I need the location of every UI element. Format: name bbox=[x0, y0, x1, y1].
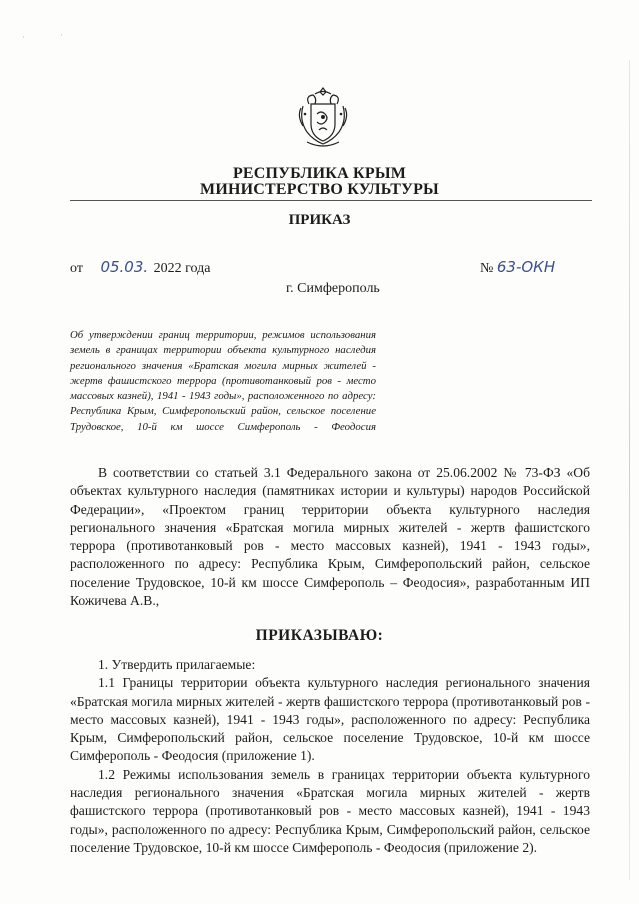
order-number bbox=[480, 258, 555, 277]
document-title: ПРИКАЗ bbox=[288, 212, 351, 228]
republic-heading: РЕСПУБЛИКА КРЫМ bbox=[232, 165, 407, 182]
number-prefix: № bbox=[480, 261, 494, 276]
order-subject: Об утверждении границ территории, режимов использования земель в границах территории объекта культурного наследия регионального значения «Братская могила мирных жителей - жертв фашистского террора (противотанковый ров - место массовых казней), 1941 - 1943 годы», расположенного по адресу: Республика Крым, Симферопольский район, сельское поселение Трудовское, 10-й км шоссе Симферополь - Феодосия bbox=[70, 329, 376, 433]
scan-artifact: · bbox=[60, 30, 63, 40]
item-1-2: 1.2 Режимы использования земель в границах территории объекта культурного наследия регионального значения «Братская могила мирных жителей - жертв фашистского террора (противотанковый ров - место массовых казней), 1941 - 1943 годы», расположенного по адресу: Республика Крым, Симферопольский район, сельское поселение Трудовское, 10-й км шоссе Симферополь - Феодосия (приложение 2). bbox=[70, 766, 590, 855]
order-date bbox=[70, 258, 210, 277]
order-directive-heading: ПРИКАЗЫВАЮ: bbox=[255, 627, 384, 644]
order-items bbox=[70, 656, 590, 857]
item-1-1: 1.1 Границы территории объекта культурного наследия регионального значения «Братская могила мирных жителей - жертв фашистского террора (противотанковый ров - место массовых казней), 1941 - 1943 годы», расположенного по адресу: Республика Крым, Симферопольский район, сельское поселение Трудовское, 10-й км шоссе Симферополь - Феодосия (приложение 1). bbox=[70, 675, 590, 764]
handwritten-number: 63-ОКН bbox=[496, 258, 556, 276]
handwritten-date: 05.03. bbox=[100, 258, 149, 276]
date-year: 2022 года bbox=[153, 261, 211, 276]
preamble-paragraph bbox=[70, 464, 590, 610]
preamble-text: В соответствии со статьей 3.1 Федерального закона от 25.06.2002 № 73-ФЗ «Об объектах культурного наследия (памятниках истории и культуры) народов Российской Федерации», «Проектом границ территории объекта культурного наследия регионального значения «Братская могила мирных жителей - жертв фашистского террора (противотанковый ров - место массовых казней), 1941 - 1943 годы», расположенного по адресу: Республика Крым, Симферопольский район, сельское поселение Трудовское, 10-й км шоссе Симферополь – Феодосия», разработанным ИП Кожичева А.В., bbox=[70, 465, 590, 609]
date-prefix: от bbox=[70, 261, 83, 276]
city-line: г. Симферополь bbox=[286, 281, 380, 296]
scan-artifact: · bbox=[22, 32, 25, 42]
coat-of-arms-icon bbox=[295, 86, 351, 150]
ministry-heading: МИНИСТЕРСТВО КУЛЬТУРЫ bbox=[200, 181, 439, 198]
item-1: 1. Утвердить прилагаемые: bbox=[98, 657, 256, 672]
header-rule bbox=[70, 200, 592, 201]
